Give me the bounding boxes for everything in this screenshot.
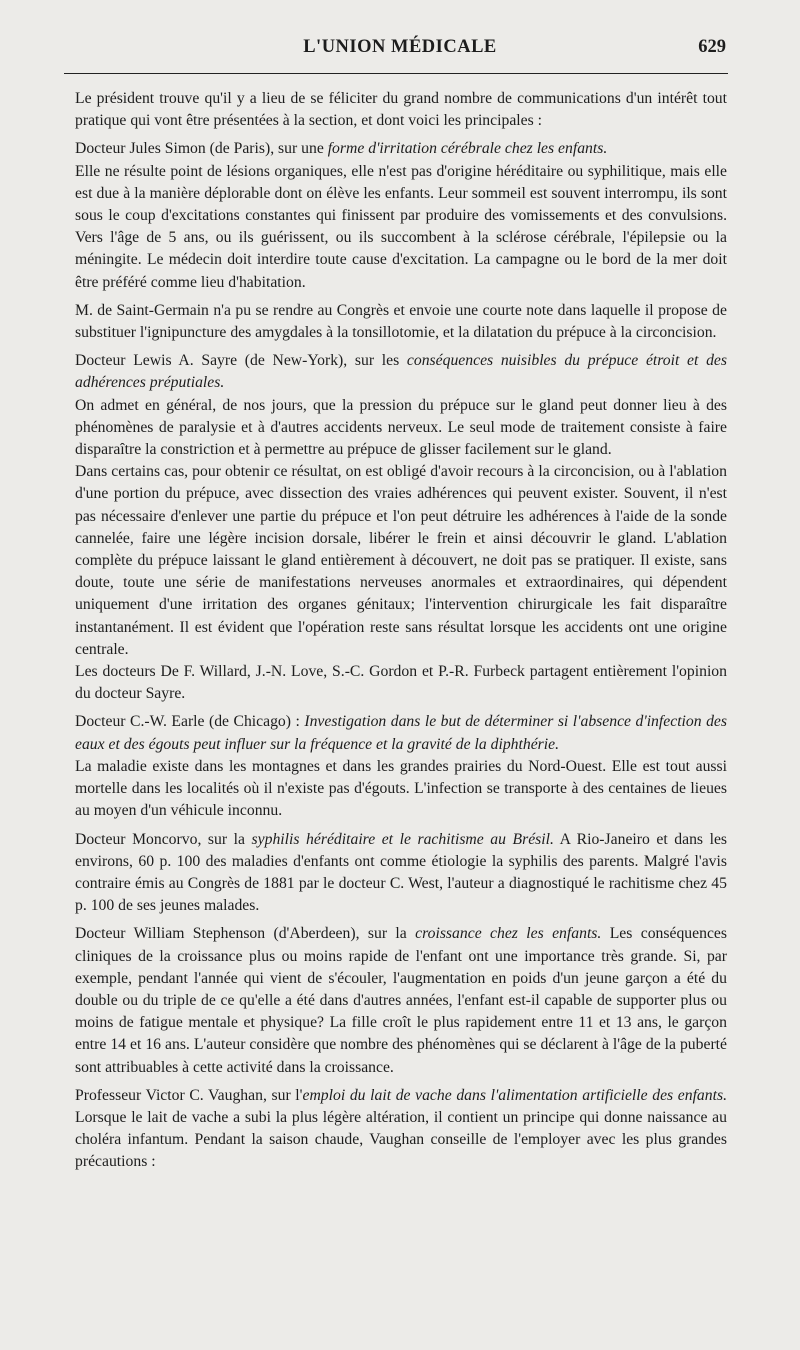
paragraph-simon-title: Docteur Jules Simon (de Paris), sur une forme d'irritation cérébrale chez les enfants. [75,140,608,158]
paragraph-willard: Les docteurs De F. Willard, J.-N. Love, S.-C. Gordon et P.-R. Furbeck partagent entièrement l'opinion du docteur Sayre. [75,663,727,703]
paragraph-sayre-title: Docteur Lewis A. Sayre (de New-York), sur les conséquences nuisibles du prépuce étroit et des adhérences préputiales. [75,352,727,392]
paragraph-sayre-body-1: On admet en général, de nos jours, que la pression du prépuce sur le gland peut donner lieu à des phénomènes de paralysie et à d'autres accidents nerveux. Le seul mode de traitement consiste à faire disparaître la constriction et à permettre au prépuce de glisser facilement sur le gland. [75,396,727,459]
paragraph-moncorvo: Docteur Moncorvo, sur la syphilis héréditaire et le rachitisme au Brésil. A Rio-Janeiro et dans les environs, 60 p. 100 des maladies d'enfants ont comme étiologie la syphilis des parents. Malgré l'avis contraire émis au Congrès de 1881 par le docteur C. West, l'auteur a diagnostiqué le rachitisme chez 45 p. 100 de ses jeunes malades. [75,830,728,915]
paragraph-simon-body: Elle ne résulte point de lésions organiques, elle n'est pas d'origine héréditaire ou syphilitique, mais elle est due à la manière déplorable dont on élève les enfants. Leur sommeil est souvent interrompu, ils sont sous le coup d'excitations constantes qui finissent par produire des vomissements et des convulsions. Vers l'âge de 5 ans, ou ils guérissent, ou ils succombent à la sclérose cérébrale, l'épilepsie ou la méningite. Le médecin doit interdire toute cause d'excitation. La campagne ou le bord de la mer doit être préféré comme lieu d'habitation. [75,162,727,291]
running-header-title: L'UNION MÉDICALE [303,37,497,57]
paragraph-saint-germain: M. de Saint-Germain n'a pu se rendre au Congrès et envoie une courte note dans laquelle il propose de substituer l'ignipuncture des amygdales à la tonsillotomie, et la dilatation du prépuce à la circoncision. [75,301,727,342]
paragraph-stephenson: Docteur William Stephenson (d'Aberdeen), sur la croissance chez les enfants. Les conséquences cliniques de la croissance plus ou moins rapide de l'enfant ont une importance très grande. Si, par exemple, pendant l'année qui vient de s'écouler, l'augmentation en poids d'un jeune garçon a été du double ou du triple de ce qu'elle a été dans d'autres années, l'enfant est-il capable de supporter plus ou moins de fatigue mentale et physique? La fille croît le plus rapidement entre 11 et 13 ans, le garçon entre 14 et 16 ans. L'auteur considère que nombre des phénomènes qui se déclarent à l'âge de la puberté sont attribuables à cette activité dans la croissance. [75,925,727,1076]
header-rule [64,73,728,74]
paragraph-earle-body: La maladie existe dans les montagnes et dans les grandes prairies du Nord-Ouest. Elle est tout aussi mortelle dans les localités où il n'existe pas d'égouts. L'infection se transporte à des centaines de lieues au moyen d'un véhicule inconnu. [75,757,727,820]
paragraph-vaughan: Professeur Victor C. Vaughan, sur l'emploi du lait de vache dans l'alimentation artificielle des enfants. Lorsque le lait de vache a subi la plus légère altération, il contient un principe qui donne naissance au choléra infantum. Pendant la saison chaude, Vaughan conseille de l'employer avec les plus grandes précautions : [75,1086,727,1171]
paragraph-earle-title: Docteur C.-W. Earle (de Chicago) : Investigation dans le but de déterminer si l'absence d'infection des eaux et des égouts peut influer sur la fréquence et la gravité de la diphthérie. [75,713,727,753]
page-number: 629 [698,37,726,57]
paragraph-sayre-body-2: Dans certains cas, pour obtenir ce résultat, on est obligé d'avoir recours à la circoncision, ou à l'ablation d'une portion du prépuce, avec dissection des vraies adhérences qui peuvent exister. Souvent, il n'est pas nécessaire d'enlever une partie du prépuce et l'on peut détruire les adhérences à l'aide de la sonde cannelée, faire une légère incision dorsale, libérer le frein et ainsi découvrir le gland. L'ablation complète du prépuce laissant le gland entièrement à découvert, ne doit pas se pratiquer. Il existe, sans doute, toute une série de manifestations nerveuses anormales et extraordinaires, qui dépendent uniquement d'une irritation des organes génitaux; l'intervention chirurgicale les fait disparaître instantanément. Il est évident que l'opération reste sans résultat lorsque les accidents ont une origine centrale. [75,463,727,658]
body-text [75,88,727,1174]
paragraph-intro: Le président trouve qu'il y a lieu de se féliciter du grand nombre de communications d'un intérêt tout pratique qui vont être présentées à la section, et dont voici les principales : [75,90,727,130]
